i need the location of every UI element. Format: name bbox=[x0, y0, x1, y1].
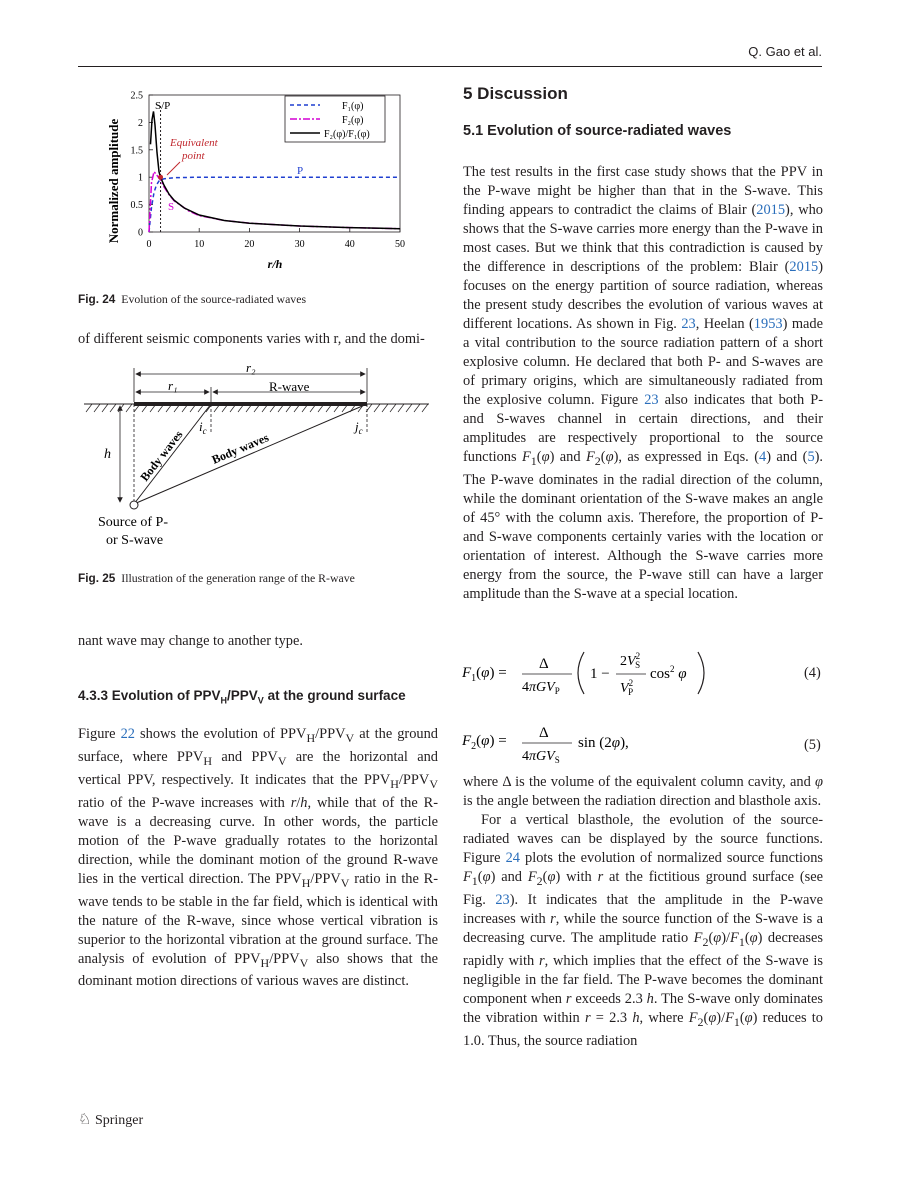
svg-text:4πGVS: 4πGV$_S$ bbox=[522, 749, 560, 765]
y-tick-label: 1.5 bbox=[130, 145, 143, 157]
y-tick-label: 2 bbox=[138, 117, 143, 129]
hatch-mark bbox=[110, 404, 116, 412]
hatch-mark bbox=[126, 404, 132, 412]
source-label-2: or S-wave bbox=[106, 533, 164, 548]
annotation-equivalent-2: point bbox=[182, 150, 205, 162]
eq4-link[interactable]: 4 bbox=[759, 449, 767, 465]
x-tick-label: 50 bbox=[395, 239, 405, 250]
fig23-link-3[interactable]: 23 bbox=[495, 891, 510, 908]
fig24-chart bbox=[92, 82, 422, 282]
equivalent-point-marker bbox=[158, 175, 163, 180]
svg-text:Δ: Δ bbox=[539, 725, 549, 741]
hatch-mark bbox=[118, 404, 124, 412]
y-axis-label: Normalized amplitude bbox=[106, 118, 121, 244]
eq4-number: (4) bbox=[804, 665, 821, 681]
x-axis-label: r/h bbox=[267, 257, 283, 271]
section-4-3-3-heading: 4.3.3 Evolution of $PPV_H/PPV_V$ at the ground surface bbox=[78, 688, 406, 706]
label-jc: $j_c$ bbox=[355, 419, 363, 436]
section-5-1-heading: 5.1 Evolution of source-radiated waves bbox=[463, 123, 732, 139]
y-tick-label: 1 bbox=[138, 172, 143, 184]
hatch-mark bbox=[102, 404, 108, 412]
svg-text:V2P: $V^2$ P bbox=[620, 678, 634, 697]
fig24-link[interactable]: 24 bbox=[505, 850, 520, 866]
eq5-link[interactable]: 5 bbox=[807, 449, 815, 465]
left-para-2: nant wave may change to another type. bbox=[78, 633, 303, 649]
source-point bbox=[130, 501, 138, 509]
fig24-caption-label: Fig. 24 bbox=[78, 292, 116, 306]
hatch-mark bbox=[406, 404, 412, 412]
equation-4 bbox=[460, 644, 720, 702]
x-tick-label: 30 bbox=[294, 239, 305, 250]
springer-logo-icon: ♘ bbox=[78, 1112, 92, 1128]
hatch-mark bbox=[422, 404, 428, 412]
svg-text:Δ: Δ bbox=[539, 656, 549, 672]
legend-ratio: F₂(φ)/F₁(φ) bbox=[324, 129, 370, 140]
label-h: h bbox=[104, 447, 111, 462]
series-line-1 bbox=[149, 177, 400, 232]
hatch-mark bbox=[382, 404, 388, 412]
y-tick-label: 0.5 bbox=[130, 200, 143, 212]
label-body-waves-2: Body waves bbox=[209, 430, 271, 467]
legend-f1: F₁(φ) bbox=[342, 101, 364, 112]
fig24-caption bbox=[78, 292, 306, 307]
header-rule bbox=[78, 66, 822, 67]
x-tick-label: 10 bbox=[194, 239, 205, 250]
eq5-number: (5) bbox=[804, 737, 821, 753]
hatch-mark bbox=[374, 404, 380, 412]
label-ic: $i_c$ bbox=[199, 419, 207, 436]
svg-text:4πGVP: 4πGV$_P$ bbox=[522, 680, 560, 696]
equation-5 bbox=[460, 718, 660, 768]
fig24-caption-text: Evolution of the source-radiated waves bbox=[121, 292, 307, 306]
fig23-link-1[interactable]: 23 bbox=[681, 316, 696, 332]
hatch-mark bbox=[398, 404, 404, 412]
y-tick-label: 0 bbox=[138, 227, 143, 239]
fig22-link[interactable]: 22 bbox=[120, 726, 135, 742]
hatch-mark bbox=[390, 404, 396, 412]
svg-text:cos2 φ: $\cos^2 \varphi$ bbox=[650, 664, 687, 682]
footer-publisher: ♘ Springer bbox=[78, 1112, 144, 1128]
legend-f2: F₂(φ) bbox=[342, 115, 364, 126]
annotation-sp: S/P bbox=[155, 100, 171, 112]
blair-2015-link-2[interactable]: 2015 bbox=[789, 259, 819, 275]
label-r2: r₂ bbox=[246, 360, 256, 375]
hatch-mark bbox=[414, 404, 420, 412]
right-para-1: The test results in the first case study shows that the PPV in the P-wave might be higher than that in the S-wave. This finding appears to contradict the claims of Blair (2015), who shows that the S-wave carries more energy than the P-wave in most cases. But we think that this contradiction is caused by the difference in descriptions of the problem: Blair (2015) focuses on the energy partition of source radiation, whereas the present study describes the evolution of various waves at different locations. As shown in Fig. 23, Heelan (1953) made a vital contribution to the source radiation pattern of a short explosive column. He declared that both P- and S-waves are of primary origins, which are simultaneously radiated from the explosive column. Figure 23 also indicates that both P- and S-waves channel in certain directions, and their amplitudes are respectively proportional to the source functions $F_1(\varphi)$ and $F_2(\varphi)$, as expressed in Eqs. (4) and (5). The P-wave dominates in the radial direction of the column, while the dominant orientation of the S-wave makes an angle of 45° with the column axis. Therefore, the proportion of P- and S-wave components certainly varies with the location or orientation of interest. Although the S-wave carries more energy from the source, the P-wave still can have a larger amplitude than the S-wave at a special location. bbox=[463, 164, 824, 602]
fig23-link-2[interactable]: 23 bbox=[644, 392, 659, 408]
svg-text:1 −: 1 − bbox=[590, 666, 610, 682]
right-para-2: where Δ is the volume of the equivalent column cavity, and φ is the angle between the radiation direction and blasthole axis. For a vertical blasthole, the evolution of the source-radiated waves can be displayed by the source functions. Figure 24 plots the evolution of normalized source functions $F_1(\varphi)$ and $F_2(\varphi)$ with r at the fictitious ground surface (see Fig. 23). It indicates that the amplitude in the P-wave increases with r, while the source function of the S-wave is a decreasing curve. The amplitude ratio $F_2(\varphi)/F_1(\varphi)$ decreases rapidly with r, which implies that the effect of the S-wave is negligible in the far field. The P-wave becomes the dominant component when r exceeds 2.3 h. The S-wave only dominates the vibration within r = 2.3 h, where $F_2(\varphi)/F_1(\varphi)$ reduces to 1.0. Thus, the source radiation bbox=[463, 774, 824, 1049]
hatch-mark bbox=[94, 404, 100, 412]
fig25-diagram bbox=[84, 360, 434, 555]
svg-text:F1(φ) =: $F_1(\varphi)$ = bbox=[462, 665, 507, 684]
svg-text:2V2S: $2V^2$ S bbox=[620, 651, 641, 670]
x-tick-label: 40 bbox=[344, 239, 355, 250]
blair-2015-link-1[interactable]: 2015 bbox=[756, 202, 786, 218]
x-tick-label: 20 bbox=[244, 239, 255, 250]
heelan-1953-link[interactable]: 1953 bbox=[753, 316, 783, 332]
fig25-caption-text: Illustration of the generation range of the R-wave bbox=[121, 571, 355, 585]
left-para-1: of different seismic components varies with r, and the domi- bbox=[78, 331, 425, 347]
annotation-equivalent-1: Equivalent bbox=[170, 137, 218, 149]
series-line-2 bbox=[149, 172, 400, 232]
source-label-1: Source of P- bbox=[98, 515, 168, 530]
label-body-waves-1: Body waves bbox=[137, 427, 186, 484]
running-head: Q. Gao et al. bbox=[748, 44, 822, 59]
chart-legend bbox=[285, 96, 385, 142]
hatch-mark bbox=[86, 404, 92, 412]
fig25-caption bbox=[78, 571, 355, 586]
label-rwave: R-wave bbox=[269, 379, 310, 394]
svg-text:F2(φ) =: $F_2(\varphi)$ = bbox=[462, 733, 507, 752]
section-5-heading: 5 Discussion bbox=[463, 84, 568, 103]
fig25-caption-label: Fig. 25 bbox=[78, 571, 116, 585]
label-r1: r₁ bbox=[168, 378, 178, 393]
svg-text:sin (2φ),: sin (2φ), bbox=[578, 735, 629, 751]
equivalent-arrow bbox=[167, 162, 180, 175]
annotation-s: S bbox=[168, 201, 175, 213]
annotation-p: P bbox=[297, 165, 304, 177]
x-tick-label: 0 bbox=[146, 239, 152, 250]
y-tick-label: 2.5 bbox=[130, 90, 143, 102]
left-para-3: Figure 22 shows the evolution of $PPV_H/PPV_V$ at the ground surface, where $PPV_H$ and $PPV_V$ are the horizontal and vertical PPV, respectively. It indicates that the $PPV_H/PPV_V$ ratio of the P-wave increases with r/h, while that of the R-wave is a decreasing curve. In other words, the particle motion of the P-wave gradually rotates to the horizontal direction, while the dominant motion of the ground R-wave lies in the vertical direction. The $PPV_H/PPV_V$ ratio in the R-wave tends to be stable in the far field, which is identical with the nature of the R-wave, since whose vertical vibration is superior to the horizontal vibration at the ground surface. The analysis of evolution of $PPV_H/PPV_V$ also shows that the dominant motion directions of various waves are distinct. bbox=[78, 726, 439, 990]
